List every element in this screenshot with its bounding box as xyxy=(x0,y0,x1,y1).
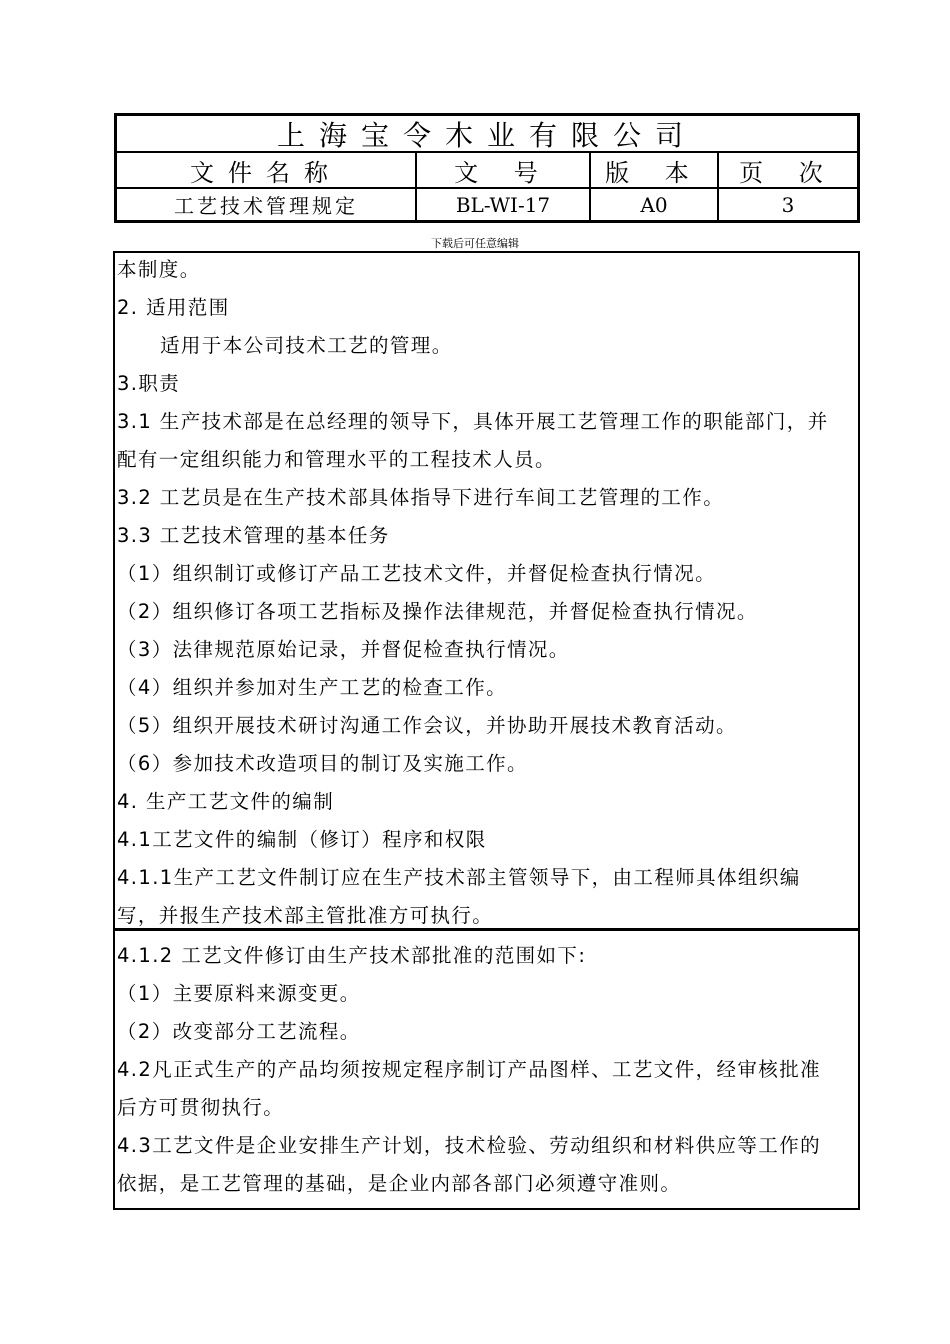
watermark-text: 下载后可任意编辑 xyxy=(431,237,519,250)
section-heading: 4. 生产工艺文件的编制 xyxy=(117,790,335,813)
value-document-number: BL-WI-17 xyxy=(417,189,591,220)
body-line: 适用于本公司技术工艺的管理。 xyxy=(160,334,453,357)
list-item: （6）参加技术改造项目的制订及实施工作。 xyxy=(117,752,528,775)
document-header-table xyxy=(114,113,860,223)
label-document-number: 文 号 xyxy=(417,153,591,187)
header-values-row xyxy=(117,189,857,220)
body-line: 本制度。 xyxy=(117,258,201,281)
list-item: （2）组织修订各项工艺指标及操作法律规范，并督促检查执行情况。 xyxy=(117,600,758,623)
divider xyxy=(115,928,858,931)
label-page: 页 次 xyxy=(739,158,837,187)
body-line: 3.1 生产技术部是在总经理的领导下，具体开展工艺管理工作的职能部门，并 xyxy=(117,410,829,433)
body-line: 4.1.1生产工艺文件制订应在生产技术部主管领导下，由工程师具体组织编 xyxy=(117,866,801,889)
section-heading: 3.职责 xyxy=(117,372,181,395)
list-item: （1）组织制订或修订产品工艺技术文件，并督促检查执行情况。 xyxy=(117,562,717,585)
body-line: 3.2 工艺员是在生产技术部具体指导下进行车间工艺管理的工作。 xyxy=(117,486,725,509)
list-item: （5）组织开展技术研讨沟通工作会议，并协助开展技术教育活动。 xyxy=(117,714,737,737)
body-line: 4.1.2 工艺文件修订由生产技术部批准的范围如下: xyxy=(117,944,587,967)
value-page: 3 xyxy=(781,192,795,217)
body-line: 4.1工艺文件的编制（修订）程序和权限 xyxy=(117,828,487,851)
label-version: 版 本 xyxy=(591,153,719,187)
body-line: 4.3工艺文件是企业安排生产计划，技术检验、劳动组织和材料供应等工作的 xyxy=(117,1134,822,1157)
company-name: 上海宝令木业有限公司 xyxy=(117,116,857,153)
list-item: （3）法律规范原始记录，并督促检查执行情况。 xyxy=(117,638,570,661)
section-heading: 2. 适用范围 xyxy=(117,296,230,319)
value-version: A0 xyxy=(591,189,719,220)
list-item: （1）主要原料来源变更。 xyxy=(117,982,361,1005)
list-item: （4）组织并参加对生产工艺的检查工作。 xyxy=(117,676,508,699)
document-body xyxy=(113,251,860,1210)
body-line: 4.2凡正式生产的产品均须按规定程序制订产品图样、工艺文件，经审核批准 xyxy=(117,1058,822,1081)
list-item: （2）改变部分工艺流程。 xyxy=(117,1020,361,1043)
label-document-name: 文件名称 xyxy=(117,153,417,187)
body-line: 3.3 工艺技术管理的基本任务 xyxy=(117,524,390,547)
value-document-name: 工艺技术管理规定 xyxy=(117,189,417,220)
body-line: 依据，是工艺管理的基础，是企业内部各部门必须遵守准则。 xyxy=(117,1172,682,1195)
body-line: 后方可贯彻执行。 xyxy=(117,1096,285,1119)
body-line: 配有一定组织能力和管理水平的工程技术人员。 xyxy=(117,448,556,471)
body-line: 写，并报生产技术部主管批准方可执行。 xyxy=(117,904,494,927)
header-labels-row xyxy=(117,153,857,189)
